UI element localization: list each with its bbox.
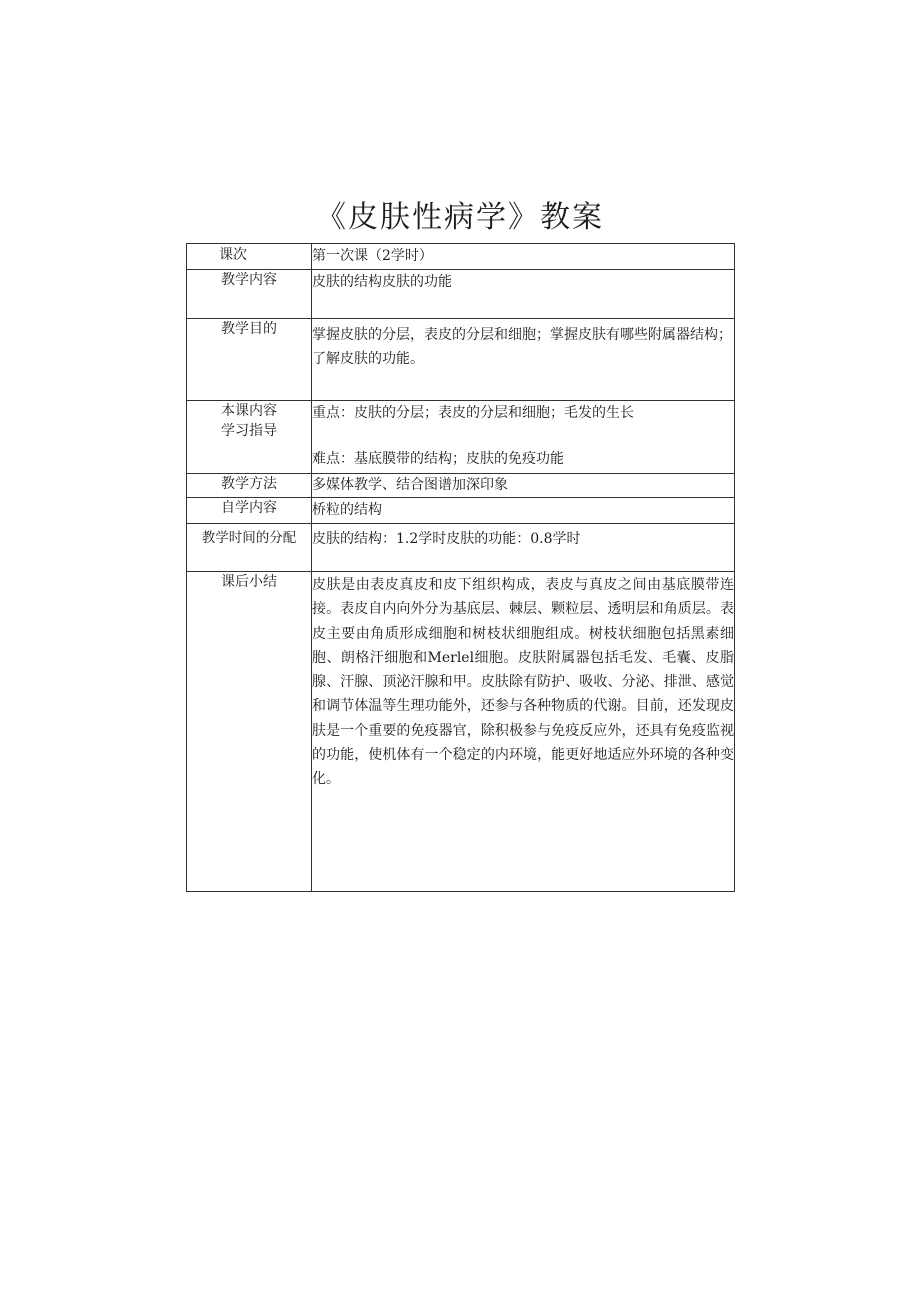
teaching-goal-text: 掌握皮肤的分层，表皮的分层和细胞；掌握皮肤有哪些附属器结构；了解皮肤的功能。 xyxy=(312,327,732,367)
summary-text: 皮肤是由表皮真皮和皮下组织构成，表皮与真皮之间由基底膜带连接。表皮自内向外分为基底层、棘层、颗粒层、透明层和角质层。表皮主要由角质形成细胞和树枝状细胞组成。树枝状细胞包括黑素细胞、朗格汗细胞和Merlel细胞。皮肤附属器包括毛发、毛囊、皮脂腺、汗腺、顶泌汗腺和甲。皮肤除有防护、吸收、分泌、排泄、感觉和调节体温等生理功能外，还参与各种物质的代谢。目前，还发现皮肤是一个重要的免疫器官，除积极参与免疫反应外，还具有免疫监视的功能，使机体有一个稳定的内环境，能更好地适应外环境的各种变化。 xyxy=(312,577,734,788)
row-self-study xyxy=(187,498,735,524)
value-lesson-number: 第一次课（2学时） xyxy=(312,244,735,270)
value-time-allocation: 皮肤的结构：1.2学时皮肤的功能：0.8学时 xyxy=(312,524,735,572)
label-teaching-goal: 教学目的 xyxy=(187,319,312,401)
label-lesson-number: 课次 xyxy=(187,244,312,270)
value-teaching-goal xyxy=(312,319,735,401)
row-summary xyxy=(187,572,735,892)
value-summary xyxy=(312,572,735,892)
label-study-guide xyxy=(187,401,312,474)
row-study-guide xyxy=(187,401,735,474)
label-self-study: 自学内容 xyxy=(187,498,312,524)
study-guide-label-line-1: 本课内容 xyxy=(221,403,277,419)
value-self-study: 桥粒的结构 xyxy=(312,498,735,524)
row-teaching-content xyxy=(187,270,735,319)
row-lesson-number xyxy=(187,244,735,270)
row-teaching-method xyxy=(187,474,735,498)
value-teaching-content: 皮肤的结构皮肤的功能 xyxy=(312,270,735,319)
difficult-point-text: 难点：基底膜带的结构；皮肤的免疫功能 xyxy=(312,451,564,467)
value-teaching-method: 多媒体教学、结合图谱加深印象 xyxy=(312,474,735,498)
document-title: 《皮肤性病学》教案 xyxy=(316,200,604,235)
label-summary: 课后小结 xyxy=(187,572,312,892)
value-study-guide xyxy=(312,401,735,474)
key-point-text: 重点：皮肤的分层；表皮的分层和细胞；毛发的生长 xyxy=(312,405,634,421)
label-time-allocation: 教学时间的分配 xyxy=(187,524,312,572)
lesson-plan-table xyxy=(186,243,735,892)
row-time-allocation xyxy=(187,524,735,572)
label-teaching-method: 教学方法 xyxy=(187,474,312,498)
study-guide-label-line-2: 学习指导 xyxy=(221,423,277,439)
label-teaching-content: 教学内容 xyxy=(187,270,312,319)
row-teaching-goal xyxy=(187,319,735,401)
